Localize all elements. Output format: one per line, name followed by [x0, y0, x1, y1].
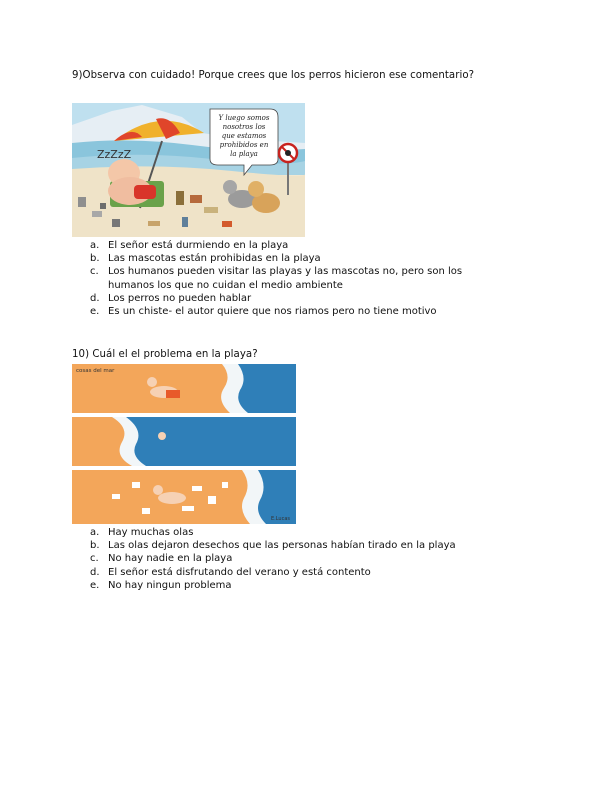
comic-signature: E.Lucas: [270, 516, 290, 522]
beach-dogs-cartoon: [72, 103, 305, 237]
speech-bubble: [210, 109, 278, 175]
svg-text:que estamos: que estamos: [221, 132, 267, 140]
option-d: d. Los perros no pueden hablar: [90, 292, 252, 304]
option-b: b. Las olas dejaron desechos que las personas habían tirado en la playa: [90, 540, 456, 552]
svg-text:la playa: la playa: [230, 150, 258, 158]
option-c: c. Los humanos pueden visitar las playas y las mascotas no, pero son los humanos los que no cuidan el medio ambiente: [90, 266, 463, 291]
option-b: b. Las mascotas están prohibidas en la playa: [90, 253, 321, 265]
sleep-text: ZzZzZ: [97, 148, 132, 161]
comic-caption: cosas del mar: [76, 368, 115, 374]
option-a: a. El señor está durmiendo en la playa: [90, 240, 289, 251]
option-c: c. No hay nadie en la playa: [90, 553, 233, 565]
question-10-options: [90, 526, 456, 592]
beach-comic-strip: [72, 364, 296, 524]
option-e: e. No hay ningun problema: [90, 579, 232, 591]
svg-text:nosotros los: nosotros los: [222, 123, 266, 131]
svg-text:prohibidos en: prohibidos en: [219, 141, 269, 149]
svg-text:Y luego somos: Y luego somos: [218, 114, 270, 122]
option-a: a. Hay muchas olas: [90, 527, 194, 538]
question-10-prompt: 10) Cuál el el problema en la playa?: [72, 349, 258, 360]
option-e: e. Es un chiste- el autor quiere que nos riamos pero no tiene motivo: [90, 306, 437, 318]
question-9-prompt: 9)Observa con cuidado! Porque crees que los perros hicieron ese comentario?: [72, 70, 475, 81]
option-d: d. El señor está disfrutando del verano y está contento: [90, 566, 371, 578]
question-9-options: [90, 239, 462, 318]
